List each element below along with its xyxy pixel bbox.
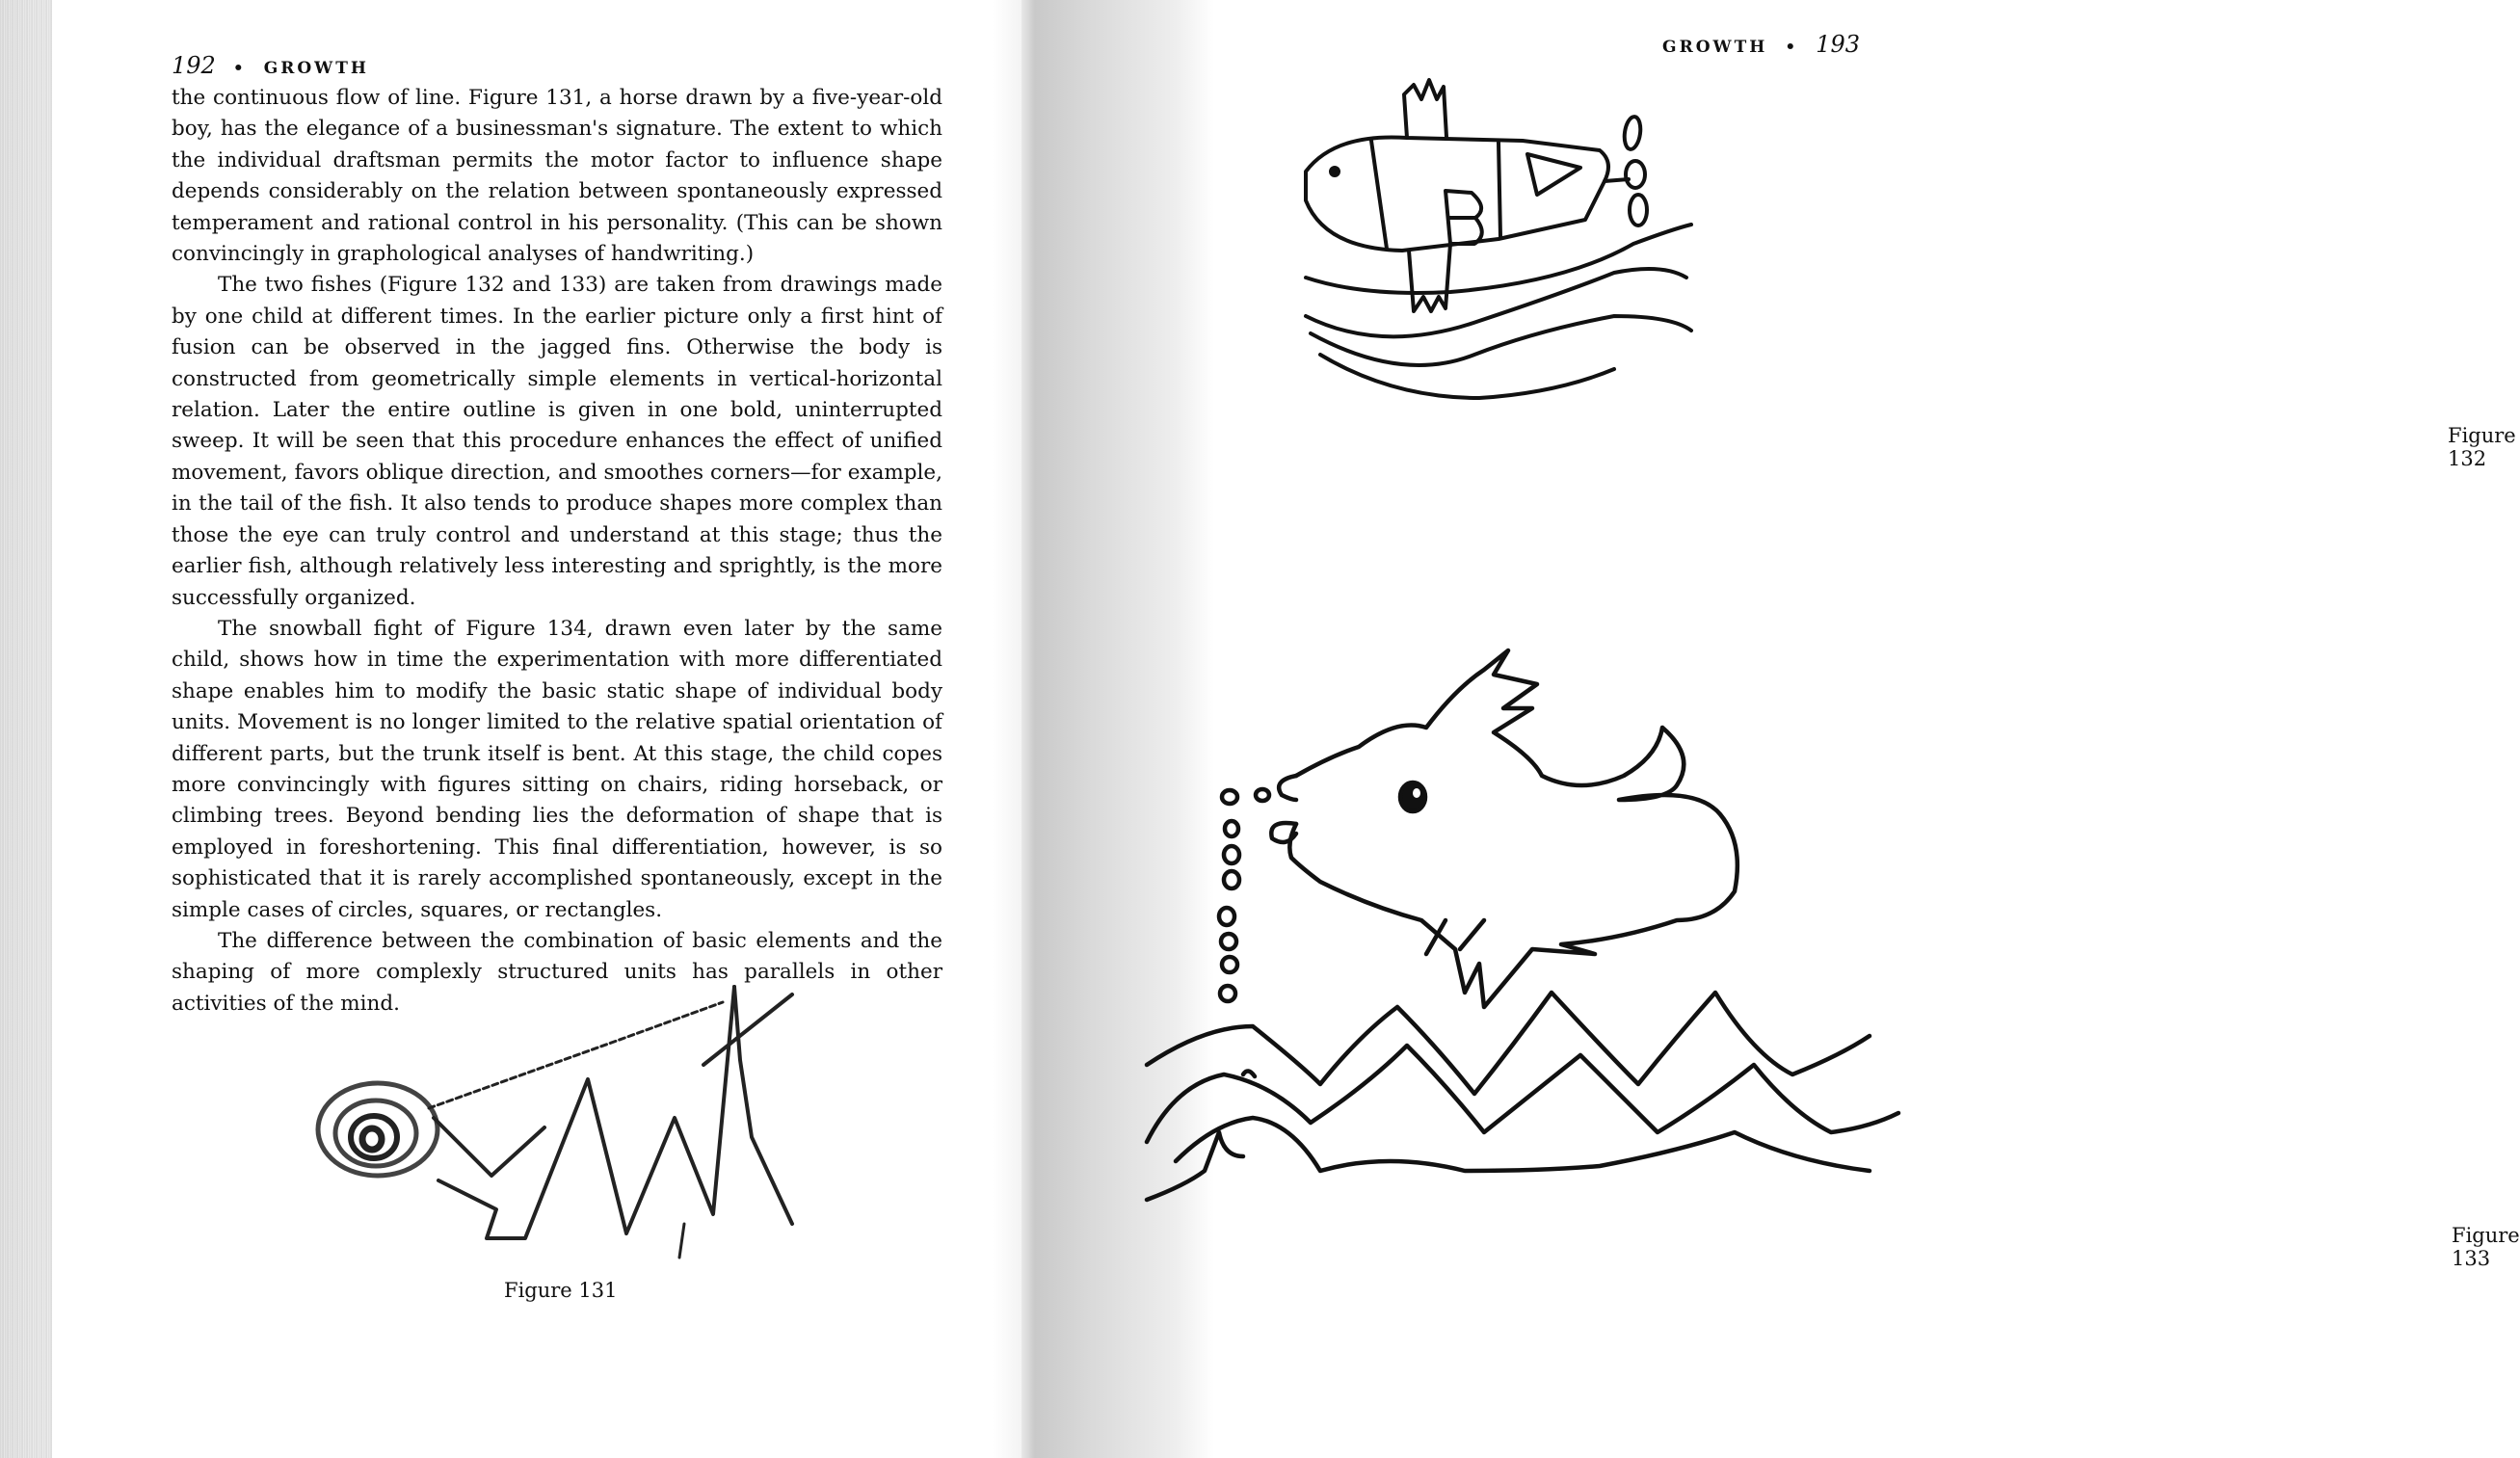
left-running-title: GROWTH xyxy=(263,59,369,78)
body-text xyxy=(172,83,942,1020)
right-page xyxy=(1021,0,2520,1458)
right-running-head xyxy=(1662,31,1860,58)
left-page xyxy=(0,0,1021,1458)
figure-132-caption: Figure 132 xyxy=(2448,424,2516,470)
paragraph-2: The two fishes (Figure 132 and 133) are taken from drawings made by one child at different times. In the earlier picture only a first hint of fusion can be observed in the jagged fins. Otherwise the body is constructed from geometrically simple elements in vertical-horizontal relation. Later the entire outline is given in one bold, uninterrupted sweep. It will be seen that this procedure enhances the effect of unified movement, favors oblique direction, and smoothes corners—for example, in the tail of the fish. It also tends to produce shapes more complex than those the eye can truly control and understand at this stage; thus the earlier fish, although relatively less interesting and sprightly, is the more successfully organized. xyxy=(172,273,942,610)
right-head-separator: • xyxy=(1785,38,1799,57)
left-running-head xyxy=(172,52,369,79)
figure-132-fish-drawing xyxy=(1248,75,1749,408)
left-head-separator: • xyxy=(232,59,247,78)
figure-133-fish-drawing xyxy=(1079,631,1947,1209)
paragraph-1: the continuous flow of line. Figure 131, a horse drawn by a five-year-old boy, has the elegance of a businessman's signature. The extent to which the individual draftsman permits the motor factor to influence shape depends considerably on the relation between spontaneously expressed temperament and rational control in his personality. (This can be shown convincingly in graphological analyses of handwriting.) xyxy=(172,86,942,267)
figure-131-horse-drawing xyxy=(299,983,819,1272)
figure-131-caption: Figure 131 xyxy=(504,1279,618,1302)
paragraph-3: The snowball fight of Figure 134, drawn even later by the same child, shows how in time the experimentation with more differentiated shape enables him to modify the basic static shape of individual body units. Movement is no longer limited to the relative spatial orientation of different parts, but the trunk itself is bent. At this stage, the child copes more convincingly with figures sitting on chairs, riding horseback, or climbing trees. Beyond bending lies the deformation of shape that is employed in foreshortening. This final differentiation, however, is so sophisticated that it is rarely accomplished spontaneously, except in the simple cases of circles, squares, or rectangles. xyxy=(172,616,942,922)
figure-133-caption: Figure 133 xyxy=(2452,1224,2520,1270)
left-page-number: 192 xyxy=(172,52,216,79)
right-page-number: 193 xyxy=(1816,31,1860,58)
paragraph-4: The difference between the combination of basic elements and the shaping of more complexly structured units has parallels in other activities of the mind. xyxy=(172,928,942,1016)
right-running-title: GROWTH xyxy=(1662,38,1768,57)
page-edge-stack xyxy=(0,0,52,1458)
